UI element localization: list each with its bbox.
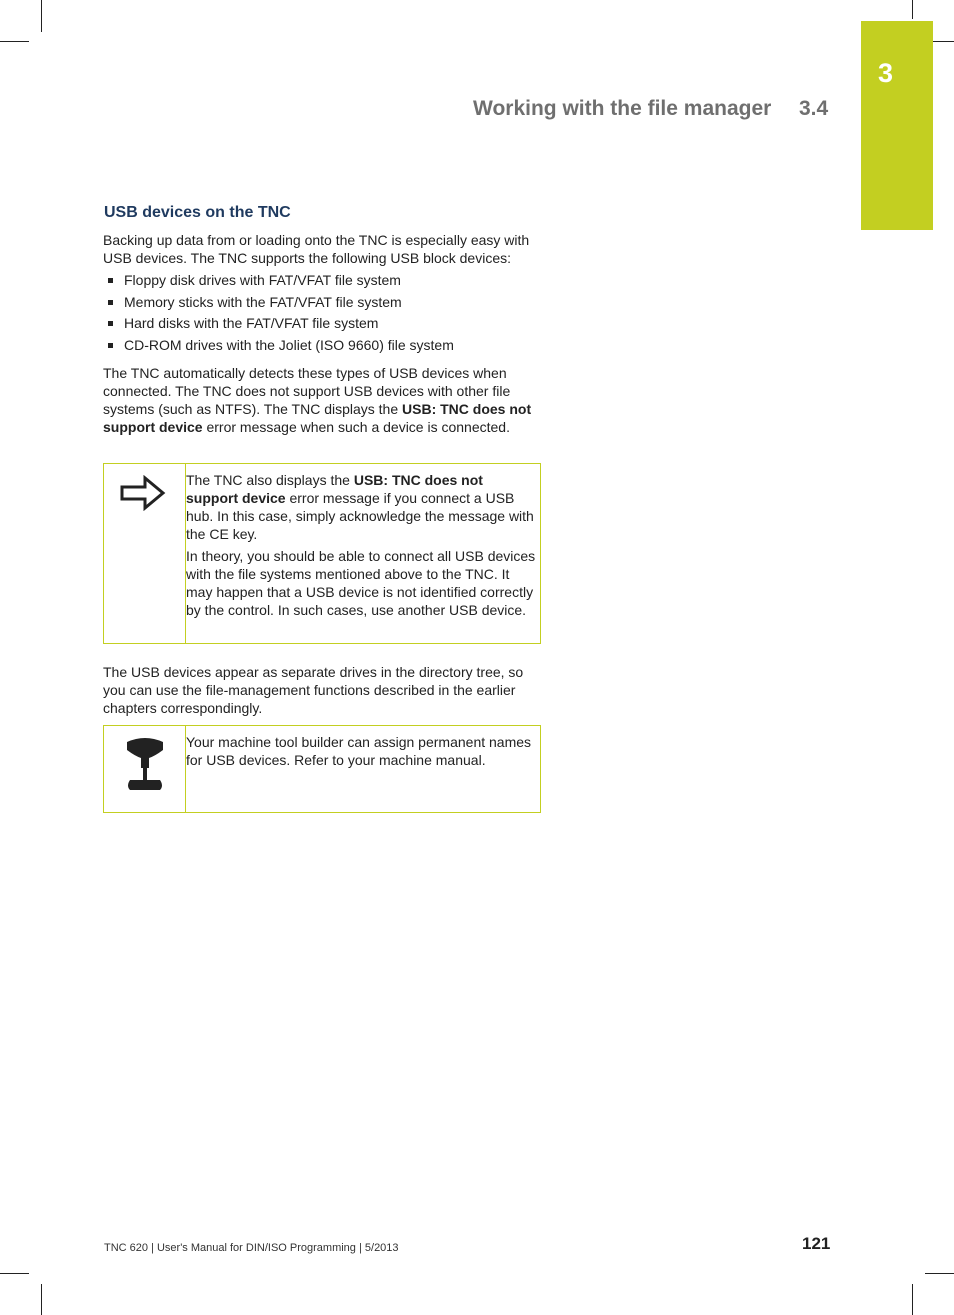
footer-text: TNC 620 | User's Manual for DIN/ISO Programming | 5/2013 bbox=[104, 1242, 399, 1254]
note-text bbox=[186, 471, 536, 619]
detect-text-end: error message when such a device is connected. bbox=[202, 419, 510, 435]
note-paragraph: Your machine tool builder can assign permanent names for USB devices. Refer to your machine manual. bbox=[186, 734, 532, 768]
crop-mark bbox=[912, 0, 913, 19]
crop-mark bbox=[41, 1284, 42, 1315]
bullet-square-icon bbox=[108, 343, 113, 348]
note-text bbox=[186, 733, 536, 769]
bullet-square-icon bbox=[108, 278, 113, 283]
arrow-right-outline-icon bbox=[120, 475, 166, 516]
list-item-text: Memory sticks with the FAT/VFAT file system bbox=[124, 293, 402, 310]
machine-tool-spindle-icon bbox=[120, 736, 170, 797]
intro-paragraph: Backing up data from or loading onto the TNC is especially easy with USB devices. The TNC supports the following USB block devices: bbox=[103, 232, 530, 266]
section-number: 3.4 bbox=[799, 97, 829, 120]
list-item bbox=[103, 313, 545, 335]
note-box-usb-hub bbox=[103, 463, 541, 644]
detect-paragraph bbox=[103, 364, 545, 436]
drives-paragraph: The USB devices appear as separate drives in the directory tree, so you can use the file-management functions described in the earlier chapters correspondingly. bbox=[103, 664, 524, 716]
list-item-text: Hard disks with the FAT/VFAT file system bbox=[124, 315, 379, 331]
list-item bbox=[103, 292, 545, 314]
note-box-machine-manual bbox=[103, 725, 541, 813]
detect-text: The TNC automatically detects these types of USB devices when connected. The TNC does not support USB devices with other file systems (such as NTFS). The TNC displays the bbox=[103, 365, 511, 417]
usb-device-list bbox=[103, 270, 545, 356]
bullet-square-icon bbox=[108, 321, 113, 326]
chapter-number: 3 bbox=[877, 58, 894, 88]
list-item bbox=[103, 335, 545, 357]
list-item bbox=[103, 270, 545, 292]
crop-mark bbox=[41, 0, 42, 32]
note-paragraph: In theory, you should be able to connect all USB devices with the file systems mentioned above to the TNC. It may happen that a USB device is not identified correctly by the control. In such cases, use another USB device. bbox=[186, 548, 536, 618]
note-text-part: The TNC also displays the bbox=[186, 472, 354, 488]
note-text-part: error message if you connect a USB hub. In this case, simply acknowledge the message with the CE key. bbox=[186, 490, 534, 542]
section-heading: USB devices on the TNC bbox=[104, 204, 291, 221]
error-message-term: USB: TNC does not support device bbox=[186, 472, 483, 506]
list-item-text: CD-ROM drives with the Joliet (ISO 9660) file system bbox=[124, 336, 454, 353]
bullet-square-icon bbox=[108, 300, 113, 305]
section-title: Working with the file manager bbox=[473, 97, 772, 120]
main-content bbox=[103, 204, 545, 436]
crop-mark bbox=[925, 1273, 954, 1274]
list-item-text: Floppy disk drives with FAT/VFAT file system bbox=[124, 272, 401, 288]
crop-mark bbox=[912, 1284, 913, 1315]
chapter-tab bbox=[861, 21, 933, 230]
note-paragraph bbox=[186, 471, 536, 543]
error-message-term: USB: TNC does not support device bbox=[103, 401, 532, 435]
crop-mark bbox=[0, 41, 29, 42]
crop-mark bbox=[0, 1273, 29, 1274]
page-number: 121 bbox=[802, 1234, 831, 1253]
